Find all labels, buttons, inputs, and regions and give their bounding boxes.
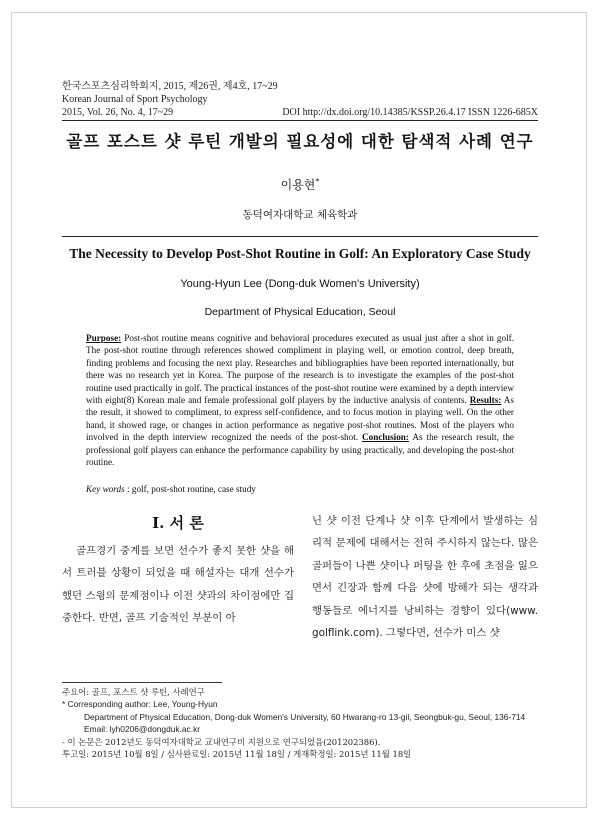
purpose-label: Purpose: xyxy=(86,333,122,343)
journal-doi: DOI http://dx.doi.org/10.14385/KSSP.26.4.17 ISSN 1226-685X xyxy=(282,107,538,118)
conclusion-text: As the research result, the professional golf players can enhance the performance capability by using practically, and developing the post-shot routine. xyxy=(86,432,515,468)
footnote-keywords-ko: 주요어: 골프, 포스트 샷 루틴, 사례연구 xyxy=(62,687,205,697)
author-korean-name: 이용현 xyxy=(280,178,316,192)
footnote-email: Email: lyh0206@dongduk.ac.kr xyxy=(84,724,201,735)
footnote-funding: - 이 논문은 2012년도 동덕여자대학교 교내연구비 지원으로 연구되었음(201202386). xyxy=(62,736,381,747)
journal-citation-ko: 한국스포츠심리학회지, 2015, 제26권, 제4호, 17~29 xyxy=(62,81,278,92)
affiliation-korean: 동덕여자대학교 체육학과 xyxy=(242,209,358,221)
journal-volume: 2015, Vol. 26, No. 4, 17~29 xyxy=(62,107,174,118)
conclusion-label: Conclusion: xyxy=(362,432,409,443)
section-title-introduction: I. 서 론 xyxy=(152,514,204,532)
author-english: Young-Hyun Lee (Dong-duk Women's University) xyxy=(180,278,420,290)
title-korean: 골프 포스트 샷 루틴 개발의 필요성에 대한 탐색적 사례 연구 xyxy=(66,132,534,151)
footnote-address: Department of Physical Education, Dong-duk Women's University, 60 Hwarang-ro 13-gil, Seongbuk-gu, Seoul, 136-714 xyxy=(84,711,526,722)
journal-header xyxy=(62,80,538,119)
author-korean xyxy=(62,176,538,193)
footnote-rule xyxy=(62,682,222,683)
title-english: The Necessity to Develop Post-Shot Routine in Golf: An Exploratory Case Study xyxy=(69,246,531,261)
journal-citation-row xyxy=(62,106,538,119)
keywords xyxy=(86,484,514,494)
keywords-label: Key words xyxy=(86,484,125,494)
journal-name-en: Korean Journal of Sport Psychology xyxy=(62,94,208,105)
results-label: Results: xyxy=(469,395,502,406)
footnotes xyxy=(62,686,538,760)
results-text: As the result, it showed to compliment, to express self-confidence, and to focus motion in playing well. On the other hand, it showed rage, or changes in action performance as negative post-shot routines. Most of the players who involved in the depth interview recognized the needs of the post-shot. xyxy=(86,395,515,443)
purpose-text: Post-shot routine means cognitive and behavioral procedures executed as usual just after a shot in golf. The post-shot routine through references showed compliment in playing well, or emotion control, deep breath, finding problems and focusing the next play. Researches and bibliographies have been reported internationally, but there was no research yet in Korea. The purpose of the research is to investigate the examples of the post-shot routine used practically in golf. The practical instances of the post-shot routine were examined by a depth interview with eight(8) Korean male and female professional golf players by the inductive analysis of contents. xyxy=(86,333,514,406)
corresponding-mark: * xyxy=(315,177,320,186)
body-column-right: 닌 샷 이전 단계나 샷 이후 단계에서 발생하는 심리적 문제에 대해서는 전혀 주시하지 않는다. 많은 골퍼들이 나쁜 샷이나 퍼팅을 한 후에 초점을 잃으면서 긴장과 함께 다음 샷에 방해가 되는 생각과 행동들로 에너지를 낭비하는 경향이 있다(www. golflink.com). 그렇다면, 선수가 미스 샷 xyxy=(312,515,538,640)
affiliation-english: Department of Physical Education, Seoul xyxy=(204,306,396,318)
header-rule xyxy=(62,120,538,121)
abstract xyxy=(86,332,514,468)
keywords-text: : golf, post-shot routine, case study xyxy=(124,484,256,494)
footnote-dates: 투고일: 2015년 10월 8일 / 심사완료일: 2015년 11월 18일 / 게재확정일: 2015년 11월 18일 xyxy=(62,749,412,760)
footnote-corresponding-author: * Corresponding author: Lee, Young-Hyun xyxy=(62,699,218,710)
title-separator-rule xyxy=(62,236,538,237)
body-column-left: 골프경기 중계를 보면 선수가 좋지 못한 샷을 해서 트러블 상황이 되었을 때 해설자는 대개 선수가 했던 스윙의 문제점이나 이전 샷과의 차이점에만 집중한다. 반면, 골프 기술적인 부분이 아 xyxy=(62,545,294,625)
